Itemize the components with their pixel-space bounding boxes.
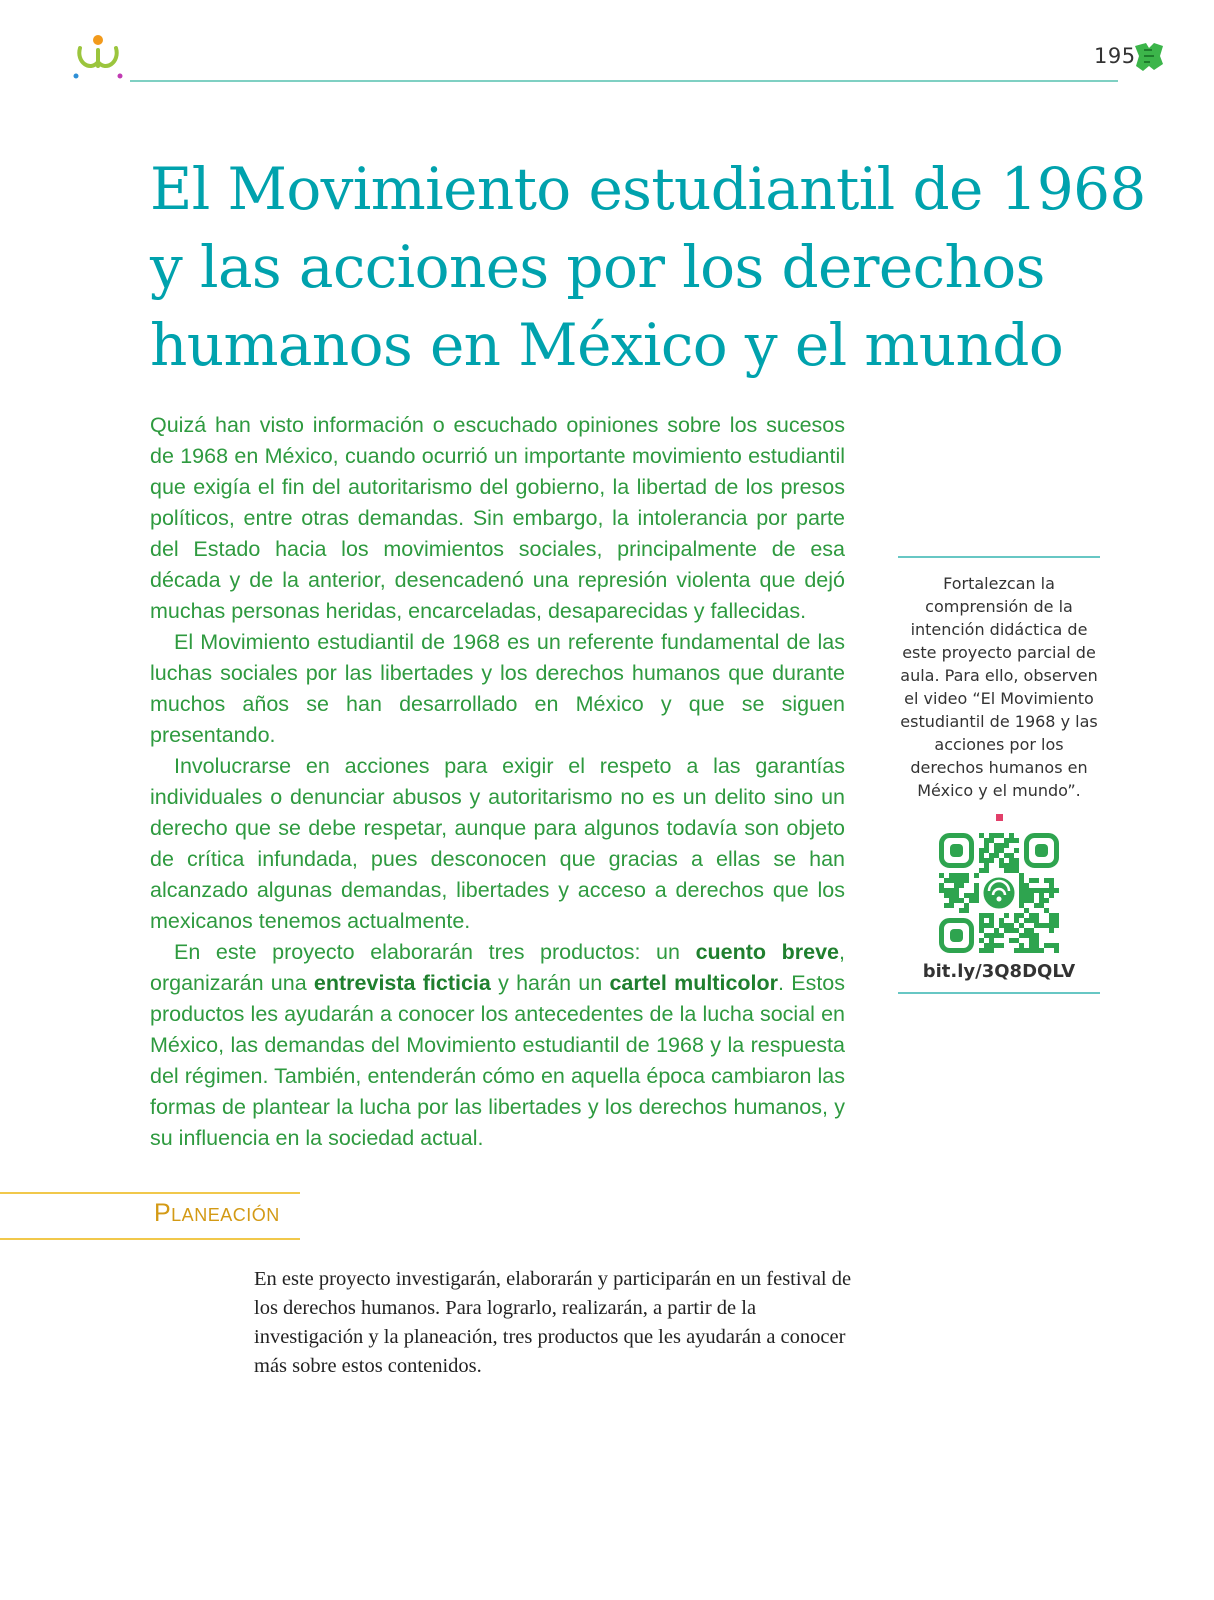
video-sidebar bbox=[898, 556, 1100, 994]
wifi-icon bbox=[982, 876, 1016, 910]
title-line: El Movimiento estudiantil de 1968 bbox=[150, 155, 1146, 223]
sidebar-top-rule bbox=[898, 556, 1100, 558]
planeacion-text: En este proyecto investigarán, elaborarán y participarán en un festival de los derechos humanos. Para lograrlo, realizarán, a partir de la investigación y la planeación, tres productos que les ayudarán a conocer más sobre estos contenidos. bbox=[254, 1268, 852, 1377]
sidebar-bottom-rule bbox=[898, 992, 1100, 994]
page-title bbox=[150, 150, 1146, 384]
qr-code[interactable] bbox=[939, 833, 1059, 953]
intro-paragraph bbox=[150, 937, 845, 1154]
sidebar-text: Fortalezcan la comprensión de la intención didáctica de este proyecto parcial de aula. Para ello, observen el video “El Movimiento estudiantil de 1968 y las acciones por los derechos humanos en México y el mundo”. bbox=[900, 574, 1098, 800]
book-corner-icon bbox=[1132, 40, 1166, 74]
planeacion-heading bbox=[0, 1192, 300, 1240]
section-logo-icon bbox=[70, 32, 126, 82]
pink-square-icon bbox=[996, 814, 1003, 821]
product-cartel: cartel multicolor bbox=[609, 971, 779, 995]
intro-text bbox=[150, 410, 845, 1154]
product-entrevista: entrevista ficticia bbox=[313, 971, 491, 995]
section-heading: Planeación bbox=[154, 1199, 280, 1227]
text-run: y harán un bbox=[490, 971, 610, 995]
text-run: , organizarán una bbox=[150, 940, 845, 995]
page-number: 195 bbox=[1094, 44, 1136, 68]
text-run: . Estos productos les ayudarán a conocer los antecedentes de la lucha social en México, las demandas del Movimiento estudiantil de 1968 y la respuesta del régimen. También, entenderán cómo en aquella época cambiaron las formas de plantear la lucha por las libertades y los derechos humanos, y su influencia en la sociedad actual. bbox=[150, 971, 846, 1150]
intro-paragraph: Quizá han visto información o escuchado opiniones sobre los sucesos de 1968 en México, cuando ocurrió un importante movimiento estudiantil que exigía el fin del autoritarismo del gobierno, la libertad de los presos políticos, entre otras demandas. Sin embargo, la intolerancia por parte del Estado hacia los movimientos sociales, principalmente de esa década y de la anterior, desencadenó una represión violenta que dejó muchas personas heridas, encarceladas, desaparecidas y fallecidas. bbox=[150, 413, 845, 623]
text-run: En este proyecto elaborarán tres productos: un bbox=[174, 940, 696, 964]
header-rule bbox=[130, 80, 1118, 82]
intro-paragraph: Involucrarse en acciones para exigir el respeto a las garantías individuales o denunciar abusos y autoritarismo no es un delito sino un derecho que se debe respetar, aunque para algunos todavía son objeto de crítica infundada, pues desconocen que gracias a ellas se han alcanzado algunas demandas, libertades y acceso a derechos que los mexicanos tenemos actualmente. bbox=[150, 754, 845, 933]
intro-paragraph: El Movimiento estudiantil de 1968 es un referente fundamental de las luchas sociales por las libertades y los derechos humanos que durante muchos años se han desarrollado en México y que se siguen presentando. bbox=[150, 630, 845, 747]
product-cuento: cuento breve bbox=[695, 940, 840, 964]
title-line: y las acciones por los derechos bbox=[150, 233, 1045, 301]
title-line: humanos en México y el mundo bbox=[150, 311, 1064, 379]
heading-rule-bottom bbox=[0, 1238, 300, 1240]
video-link[interactable]: bit.ly/3Q8DQLV bbox=[922, 961, 1076, 982]
heading-rule-top bbox=[0, 1192, 300, 1194]
